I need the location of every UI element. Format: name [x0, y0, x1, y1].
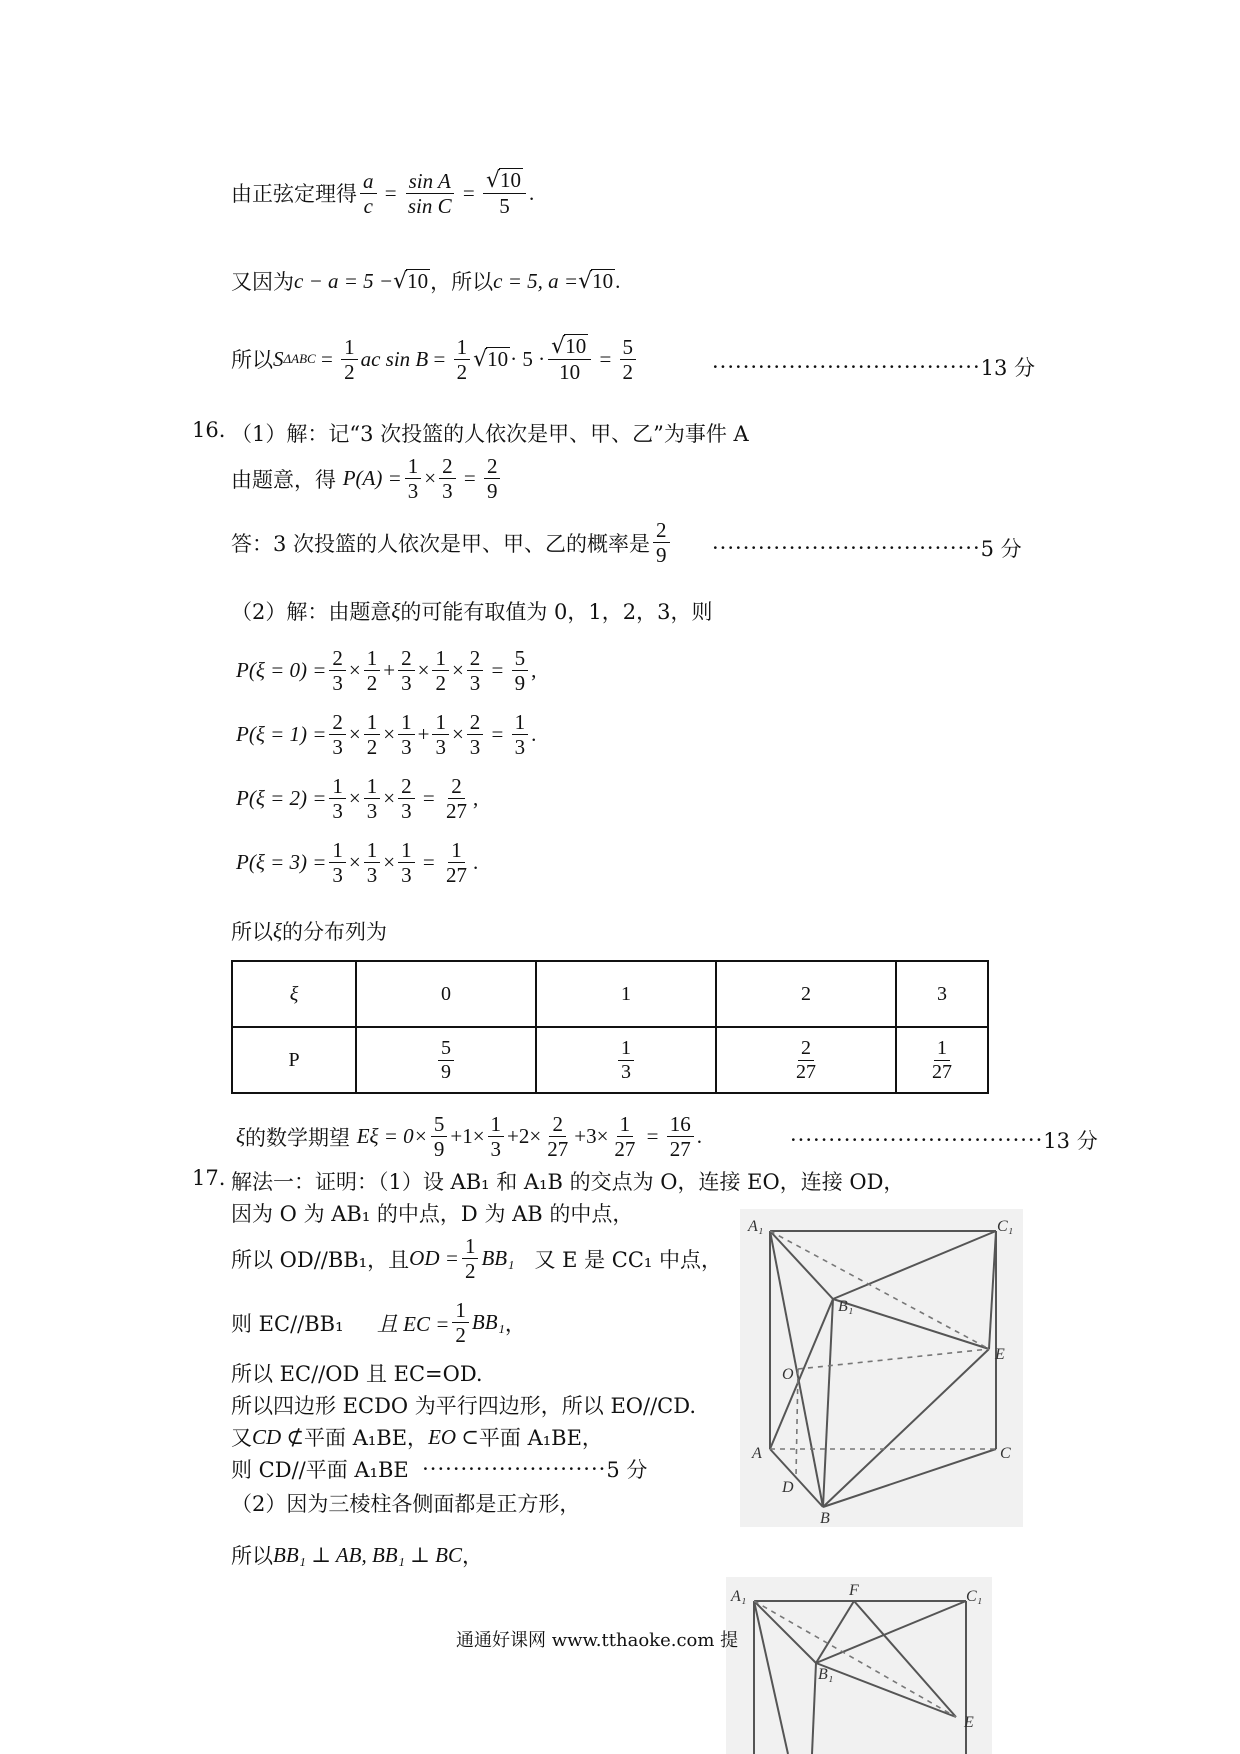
prism-figure-1	[740, 1209, 1023, 1527]
label-B1: B₁	[838, 1298, 854, 1315]
table-header-cell: 0	[356, 961, 536, 1027]
prob-xi-3: P(ξ = 3) = $\frac{1}{3}$ × $\frac{1}{3}$ × $\frac{1}{3}$ = $\frac{1}{27}$ .	[236, 838, 479, 888]
table-header-cell: ξ	[232, 961, 356, 1027]
q16-part2-intro: （2）解：由题意 ξ 的可能有取值为 0，1，2，3，则	[231, 598, 713, 624]
prism-figure-2	[726, 1577, 992, 1754]
q16-number: 16.	[192, 418, 226, 442]
q17-line8: 则 CD//平面 A₁BE ························ 5 分	[231, 1457, 648, 1482]
label-C: C	[1000, 1445, 1011, 1462]
frac-sinA-over-sinC: $\frac{\text{sin A}}{\text{sin C}}$	[405, 169, 455, 218]
label-C1: C₁	[997, 1218, 1014, 1235]
q17-line6: 所以四边形 ECDO 为平行四边形，所以 EO//CD.	[231, 1394, 697, 1418]
table-cell: P	[232, 1027, 356, 1093]
page-footer: 通通好课网 www.tthaoke.com 提	[456, 1630, 739, 1651]
q17-number: 17.	[192, 1166, 226, 1190]
table-header-cell: 3	[896, 961, 988, 1027]
label-O: O	[782, 1366, 794, 1383]
q17-line3: 所以 OD//BB₁，且 OD = $\frac{1}{2}$ BB₁ 又 E 是 CC₁ 中点，	[231, 1234, 723, 1284]
label-E: E	[995, 1346, 1005, 1363]
q16-answer-line: 答：3 次投篮的人依次是甲、甲、乙的概率是 $\frac{2}{9}$	[231, 518, 673, 567]
table-row	[232, 1027, 988, 1093]
label-A1: A₁	[731, 1588, 747, 1605]
label-C1: C₁	[966, 1588, 983, 1605]
expectation-line: ξ 的数学期望 Eξ = 0× $\frac{5}{9}$ +1× $\frac{1}{3}$ +2× $\frac{2}{27}$ +3× $\frac{1}{27}$ = $\frac{16}{27}$ .	[236, 1112, 703, 1162]
c-minus-a-line: 又因为 c − a = 5 − √ 10 ，所以 c = 5, a = √ 10 .	[231, 268, 621, 294]
score-13-a: ··································· 13 分	[712, 355, 1036, 380]
score-13-b: ································· 13 分	[790, 1128, 1098, 1153]
table-cell: $\frac{1}{3}$	[536, 1027, 716, 1093]
q16-PA-line: 由题意，得 P(A) = $\frac{1}{3}$ × $\frac{2}{3}$ = $\frac{2}{9}$	[231, 454, 503, 503]
table-header-cell: 1	[536, 961, 716, 1027]
table-row	[232, 961, 988, 1027]
label-A: A	[752, 1445, 762, 1462]
q16-part1-intro: （1）解：记“3 次投篮的人依次是甲、甲、乙”为事件 A	[231, 422, 749, 446]
label-A1: A₁	[748, 1218, 764, 1235]
sine-rule-line: 由正弦定理得 $\frac{a}{c}$ = $\frac{\text{sin A}}{\text{sin C}}$ = $\frac{√10}{5}$ .	[231, 168, 535, 219]
table-header-cell: 2	[716, 961, 896, 1027]
label-B1: B₁	[818, 1666, 834, 1683]
area-line: 所以 S ΔABC = $\frac{1}{2}$ ac sin B = $\frac{1}{2}$ √ 10 · 5 · $\frac{√10}{10}$ = $\frac{5}{2}$	[231, 334, 639, 384]
q17-line9: （2）因为三棱柱各侧面都是正方形，	[231, 1492, 581, 1516]
frac-sqrt10-over-5: $\frac{√10}{5}$	[483, 168, 526, 218]
q17-line5: 所以 EC//OD 且 EC=OD.	[231, 1362, 483, 1386]
q17-line1: 解法一：证明：（1）设 AB₁ 和 A₁B 的交点为 O，连接 EO，连接 OD，	[231, 1170, 905, 1194]
q17-line4: 则 EC//BB₁ 且 EC = $\frac{1}{2}$ BB₁ ，	[231, 1298, 526, 1348]
distribution-caption: 所以 ξ 的分布列为	[231, 918, 387, 944]
q17-line2: 因为 O 为 AB₁ 的中点，D 为 AB 的中点，	[231, 1202, 634, 1226]
label-D: D	[782, 1479, 794, 1496]
table-cell: $\frac{1}{27}$	[896, 1027, 988, 1093]
table-cell: $\frac{2}{27}$	[716, 1027, 896, 1093]
q17-line10: 所以 BB₁ ⊥ AB, BB₁ ⊥ BC ，	[231, 1542, 484, 1568]
score-5-a: ··································· 5 分	[712, 536, 1022, 561]
q17-line7: 又 CD ⊄ 平面 A₁BE， EO ⊂ 平面 A₁BE，	[231, 1424, 603, 1450]
label-B: B	[820, 1510, 830, 1527]
prob-xi-0: P(ξ = 0) = $\frac{2}{3}$ × $\frac{1}{2}$ + $\frac{2}{3}$ × $\frac{1}{2}$ × $\frac{2}{3}$ = $\frac{5}{9}$ ,	[236, 646, 537, 696]
distribution-table	[231, 960, 989, 1094]
table-cell: $\frac{5}{9}$	[356, 1027, 536, 1093]
label-E: E	[964, 1714, 974, 1731]
prob-xi-1: P(ξ = 1) = $\frac{2}{3}$ × $\frac{1}{2}$ × $\frac{1}{3}$ + $\frac{1}{3}$ × $\frac{2}{3}$ = $\frac{1}{3}$ .	[236, 710, 537, 760]
frac-a-over-c: $\frac{a}{c}$	[360, 169, 377, 218]
prob-xi-2: P(ξ = 2) = $\frac{1}{3}$ × $\frac{1}{3}$ × $\frac{2}{3}$ = $\frac{2}{27}$ ,	[236, 774, 479, 824]
label-F: F	[849, 1582, 859, 1599]
